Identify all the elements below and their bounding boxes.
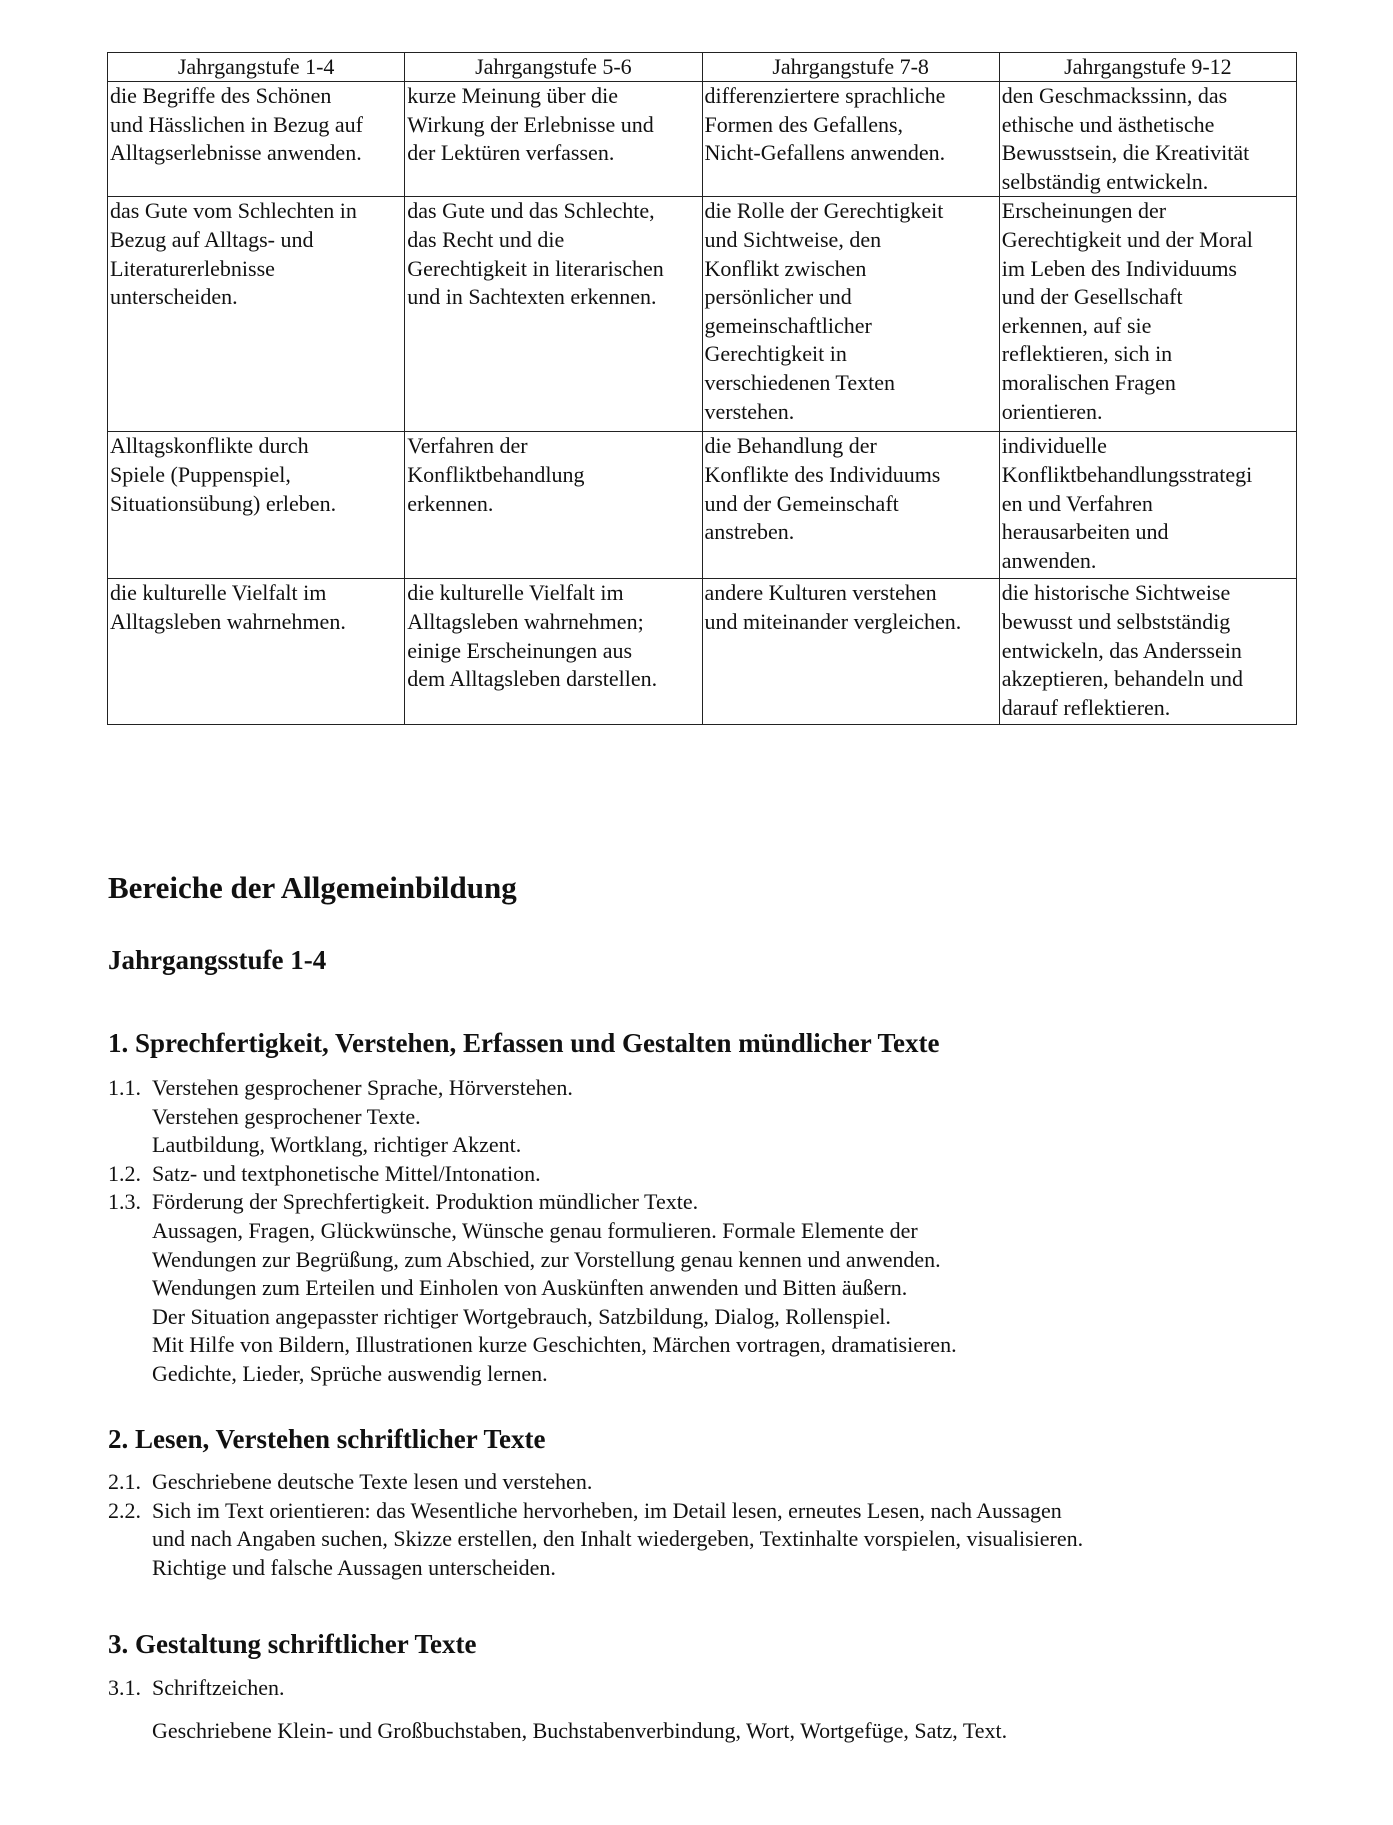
table-cell: kurze Meinung über die Wirkung der Erlebnisse und der Lektüren verfassen.: [405, 82, 702, 197]
table-cell: das Gute vom Schlechten in Bezug auf Alltags- und Literaturerlebnisse unterscheiden.: [108, 197, 405, 432]
page-heading: Bereiche der Allgemeinbildung: [108, 870, 517, 905]
table-row: [108, 197, 1297, 432]
section-list: [108, 1674, 1228, 1745]
list-item: [108, 1468, 1228, 1497]
column-header: Jahrgangstufe 7-8: [702, 53, 999, 82]
item-line: und nach Angaben suchen, Skizze erstellen, den Inhalt wiedergeben, Textinhalte vorspielen, visualisieren.: [152, 1526, 1084, 1552]
item-line: Geschriebene Klein- und Großbuchstaben, Buchstabenverbindung, Wort, Wortgefüge, Satz, Text.: [152, 1717, 1008, 1743]
item-text: Geschriebene deutsche Texte lesen und verstehen.: [152, 1469, 593, 1494]
table-row: [108, 579, 1297, 725]
item-line: Der Situation angepasster richtiger Wortgebrauch, Satzbildung, Dialog, Rollenspiel.: [152, 1303, 891, 1329]
table-header-row: [108, 53, 1297, 82]
item-line: Wendungen zur Begrüßung, zum Abschied, zur Vorstellung genau kennen und anwenden.: [152, 1246, 941, 1272]
list-item: [108, 1160, 1228, 1189]
table-cell: individuelle Konfliktbehandlungsstrategi en und Verfahren herausarbeiten und anwenden.: [999, 432, 1296, 579]
section-list: [108, 1468, 1228, 1582]
table-row: [108, 432, 1297, 579]
table-cell: die Begriffe des Schönen und Hässlichen in Bezug auf Alltagserlebnisse anwenden.: [108, 82, 405, 197]
item-number: 2.1.: [108, 1469, 141, 1494]
table-cell: die Rolle der Gerechtigkeit und Sichtweise, den Konflikt zwischen persönlicher und gemeinschaftlicher Gerechtigkeit in verschiedenen Texten verstehen.: [702, 197, 999, 432]
table-cell: die Behandlung der Konflikte des Individuums und der Gemeinschaft anstreben.: [702, 432, 999, 579]
section-title: 1. Sprechfertigkeit, Verstehen, Erfassen und Gestalten mündlicher Texte: [108, 1028, 940, 1058]
table-cell: die kulturelle Vielfalt im Alltagsleben wahrnehmen; einige Erscheinungen aus dem Alltagsleben darstellen.: [405, 579, 702, 725]
competence-table: [107, 52, 1297, 725]
table-cell: den Geschmackssinn, das ethische und ästhetische Bewusstsein, die Kreativität selbständig entwickeln.: [999, 82, 1296, 197]
grade-subheading: Jahrgangsstufe 1-4: [108, 945, 327, 975]
table-cell: das Gute und das Schlechte, das Recht und die Gerechtigkeit in literarischen und in Sachtexten erkennen.: [405, 197, 702, 432]
list-item: [108, 1074, 1228, 1160]
item-line: Aussagen, Fragen, Glückwünsche, Wünsche genau formulieren. Formale Elemente der: [152, 1217, 918, 1243]
item-line: Mit Hilfe von Bildern, Illustrationen kurze Geschichten, Märchen vortragen, dramatisieren.: [152, 1332, 957, 1358]
list-item: [108, 1188, 1228, 1388]
table-cell: Verfahren der Konfliktbehandlung erkennen.: [405, 432, 702, 579]
section-title: 2. Lesen, Verstehen schriftlicher Texte: [108, 1424, 546, 1454]
item-text: Förderung der Sprechfertigkeit. Produktion mündlicher Texte.: [152, 1189, 699, 1215]
table-cell: Erscheinungen der Gerechtigkeit und der Moral im Leben des Individuums und der Gesellschaft erkennen, auf sie reflektieren, sich in moralischen Fragen orientieren.: [999, 197, 1296, 432]
item-line: Richtige und falsche Aussagen unterscheiden.: [152, 1554, 556, 1580]
item-text: Satz- und textphonetische Mittel/Intonation.: [152, 1160, 541, 1186]
table-row: [108, 82, 1297, 197]
item-text: Sich im Text orientieren: das Wesentliche hervorheben, im Detail lesen, erneutes Lesen, nach Aussagen: [152, 1497, 1062, 1523]
item-line: Wendungen zum Erteilen und Einholen von Auskünften anwenden und Bitten äußern.: [152, 1275, 908, 1301]
table-cell: die historische Sichtweise bewusst und selbstständig entwickeln, das Anderssein akzeptieren, behandeln und darauf reflektieren.: [999, 579, 1296, 725]
table-cell: differenziertere sprachliche Formen des Gefallens, Nicht-Gefallens anwenden.: [702, 82, 999, 197]
table-cell: andere Kulturen verstehen und miteinander vergleichen.: [702, 579, 999, 725]
section-list: [108, 1074, 1228, 1389]
item-text: Verstehen gesprochener Sprache, Hörverstehen.: [152, 1075, 573, 1100]
list-item: [108, 1497, 1228, 1583]
item-line: Lautbildung, Wortklang, richtiger Akzent.: [152, 1132, 522, 1158]
spacer: [108, 1703, 1228, 1717]
item-number: 3.1.: [108, 1675, 141, 1700]
column-header: Jahrgangstufe 9-12: [999, 53, 1296, 82]
table-cell: die kulturelle Vielfalt im Alltagsleben wahrnehmen.: [108, 579, 405, 725]
column-header: Jahrgangstufe 5-6: [405, 53, 702, 82]
item-number: 2.2.: [108, 1497, 141, 1523]
item-number: 1.1.: [108, 1075, 141, 1100]
list-item: [108, 1674, 1228, 1745]
item-text: Schriftzeichen.: [152, 1675, 285, 1700]
item-line: Gedichte, Lieder, Sprüche auswendig lernen.: [152, 1360, 548, 1386]
item-number: 1.2.: [108, 1160, 141, 1186]
column-header: Jahrgangstufe 1-4: [108, 53, 405, 82]
item-line: Verstehen gesprochener Texte.: [152, 1103, 421, 1129]
item-number: 1.3.: [108, 1189, 141, 1215]
section-title: 3. Gestaltung schriftlicher Texte: [108, 1629, 477, 1659]
table-cell: Alltagskonflikte durch Spiele (Puppenspiel, Situationsübung) erleben.: [108, 432, 405, 579]
